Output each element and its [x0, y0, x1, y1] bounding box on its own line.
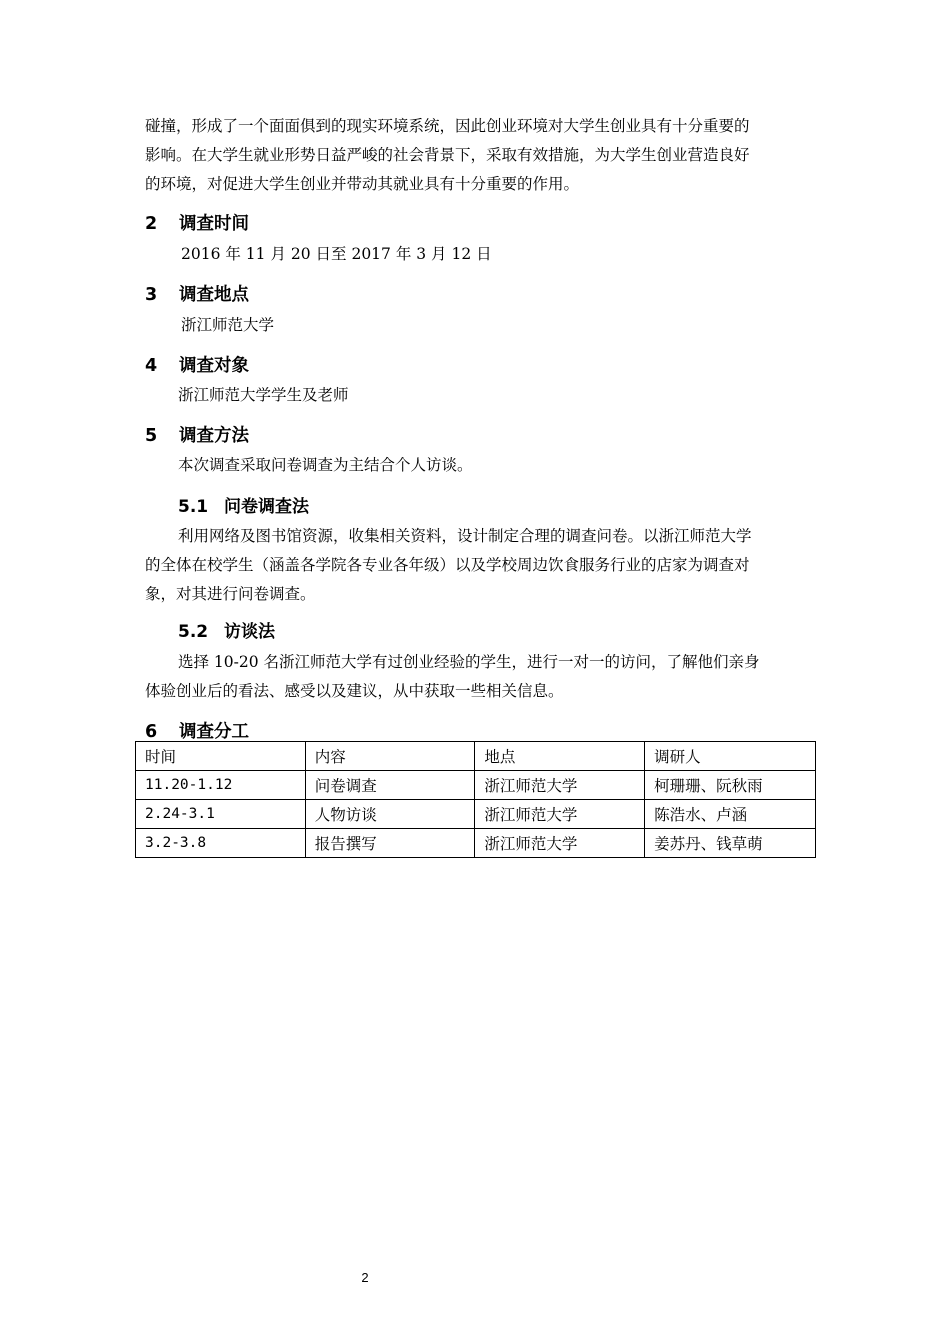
table-cell: 浙江师范大学: [475, 829, 645, 858]
section-title: 调查时间: [179, 214, 249, 234]
interview-line: 选择 10-20 名浙江师范大学有过创业经验的学生，进行一对一的访问，了解他们亲身: [178, 653, 760, 671]
division-table: [135, 741, 816, 858]
questionnaire-line: 象，对其进行问卷调查。: [145, 585, 316, 603]
questionnaire-line: 的全体在校学生（涵盖各学院各专业各年级）以及学校周边饮食服务行业的店家为调查对: [145, 556, 750, 574]
interview-line: 体验创业后的看法、感受以及建议，从中获取一些相关信息。: [145, 682, 564, 700]
table-cell: 11.20-1.12: [136, 771, 306, 800]
intro-paragraph: [145, 112, 815, 199]
table-cell: 人物访谈: [305, 800, 475, 829]
section-heading-place: [145, 283, 249, 307]
table-cell: 浙江师范大学: [475, 771, 645, 800]
section-title: 调查分工: [179, 722, 249, 742]
table-row: [136, 771, 816, 800]
table-row: [136, 829, 816, 858]
section-heading-time: [145, 212, 249, 236]
table-cell: 陈浩水、卢涵: [645, 800, 816, 829]
subsection-title: 访谈法: [224, 622, 275, 642]
table-header-cell: 调研人: [645, 742, 816, 771]
intro-line: 影响。在大学生就业形势日益严峻的社会背景下，采取有效措施，为大学生创业营造良好: [145, 146, 750, 164]
section-title: 调查对象: [179, 356, 249, 376]
table-cell: 报告撰写: [305, 829, 475, 858]
section-number: 5: [145, 426, 158, 446]
section-number: 2: [145, 214, 158, 234]
intro-line: 碰撞，形成了一个面面俱到的现实环境系统，因此创业环境对大学生创业具有十分重要的: [145, 117, 750, 135]
table-cell: 3.2-3.8: [136, 829, 306, 858]
section-number: 4: [145, 356, 158, 376]
table-cell: 问卷调查: [305, 771, 475, 800]
section-title: 调查地点: [179, 285, 249, 305]
page-number: 2: [361, 1270, 369, 1285]
subsection-heading-questionnaire: [178, 495, 309, 519]
section-number: 3: [145, 285, 158, 305]
time-text: 2016 年 11 月 20 日至 2017 年 3 月 12 日: [181, 245, 492, 263]
subsection-title: 问卷调查法: [224, 497, 309, 517]
table-row: [136, 800, 816, 829]
table-header-row: [136, 742, 816, 771]
section-heading-object: [145, 354, 249, 378]
table-cell: 2.24-3.1: [136, 800, 306, 829]
method-text: 本次调查采取问卷调查为主结合个人访谈。: [178, 456, 473, 474]
subsection-heading-interview: [178, 620, 275, 644]
subsection-number: 5.2: [178, 622, 209, 642]
questionnaire-paragraph: [145, 522, 815, 609]
table-header-cell: 内容: [305, 742, 475, 771]
questionnaire-line: 利用网络及图书馆资源，收集相关资料，设计制定合理的调查问卷。以浙江师范大学: [178, 527, 752, 545]
table-cell: 浙江师范大学: [475, 800, 645, 829]
section-heading-method: [145, 424, 249, 448]
section-number: 6: [145, 722, 158, 742]
object-text: 浙江师范大学学生及老师: [178, 386, 349, 404]
place-text: 浙江师范大学: [181, 316, 275, 334]
intro-line: 的环境，对促进大学生创业并带动其就业具有十分重要的作用。: [145, 175, 580, 193]
table-header-cell: 时间: [136, 742, 306, 771]
table-cell: 柯珊珊、阮秋雨: [645, 771, 816, 800]
section-title: 调查方法: [179, 426, 249, 446]
table-header-cell: 地点: [475, 742, 645, 771]
table-cell: 姜苏丹、钱草萌: [645, 829, 816, 858]
interview-paragraph: [145, 648, 815, 706]
subsection-number: 5.1: [178, 497, 209, 517]
